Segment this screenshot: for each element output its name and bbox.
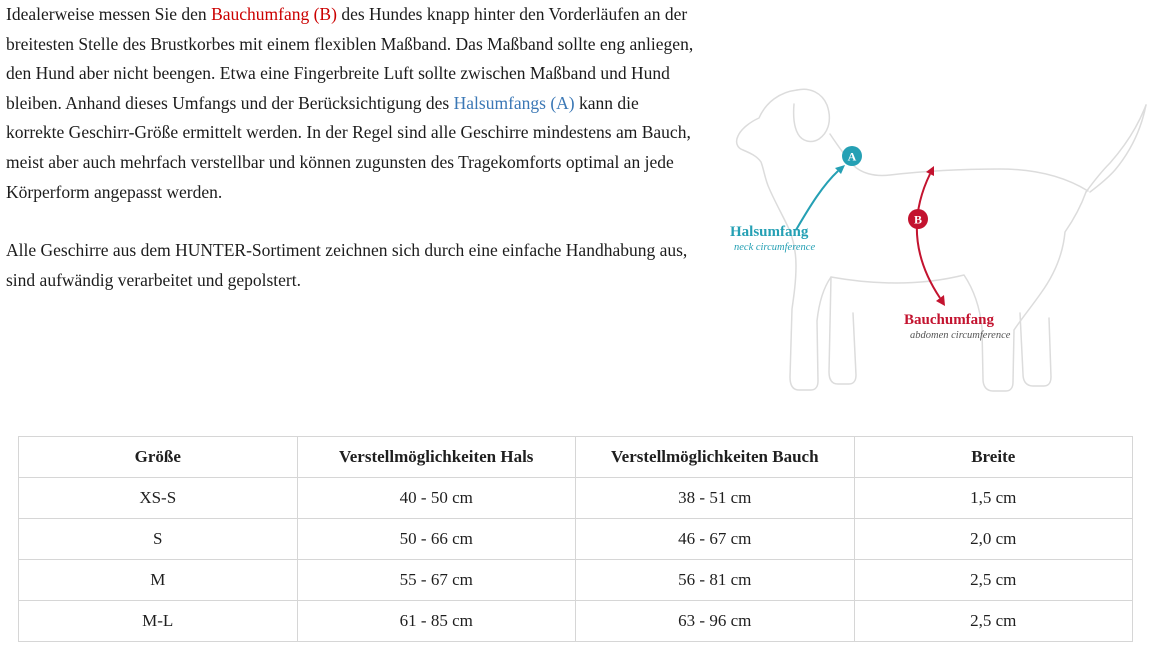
table-cell: XS-S [19, 478, 298, 519]
table-cell: M [19, 560, 298, 601]
table-cell: 61 - 85 cm [297, 601, 576, 642]
neck-measure-arrow [796, 171, 838, 230]
table-cell: 2,5 cm [854, 560, 1133, 601]
table-cell: 1,5 cm [854, 478, 1133, 519]
table-cell: 63 - 96 cm [576, 601, 855, 642]
neck-label: Halsumfang [730, 224, 809, 240]
table-cell: 38 - 51 cm [576, 478, 855, 519]
intro-text-part3: kann die korrekte Geschirr-Größe ermittelt werden. In der Regel sind alle Geschirre mindestens am Bauch, meist aber auch mehrfach verstellbar und können zugunsten des Tragekomforts optimal an jede Körperform angepasst werden. [6, 92, 691, 202]
table-cell: 46 - 67 cm [576, 519, 855, 560]
table-cell: 40 - 50 cm [297, 478, 576, 519]
table-cell: 55 - 67 cm [297, 560, 576, 601]
table-row [19, 478, 1133, 519]
halsumfang-link[interactable]: Halsumfangs (A) [453, 92, 575, 113]
belly-measure-arc [917, 174, 940, 298]
size-table [18, 436, 1133, 642]
dog-measurement-diagram [700, 78, 1151, 408]
table-cell: 50 - 66 cm [297, 519, 576, 560]
hunter-paragraph: Alle Geschirre aus dem HUNTER-Sortiment zeichnen sich durch eine einfache Handhabung aus, sind aufwändig verarbeitet und gepolstert. [6, 240, 688, 290]
intro-paragraph [6, 0, 696, 207]
table-row [19, 519, 1133, 560]
table-header-row [19, 437, 1133, 478]
intro-text-part1: Idealerweise messen Sie den [6, 4, 212, 24]
belly-sublabel: abdomen circumference [910, 330, 1011, 341]
table-cell: M-L [19, 601, 298, 642]
neck-sublabel: neck circumference [734, 242, 816, 253]
col-header-groesse: Größe [19, 437, 298, 478]
description-text [6, 0, 696, 324]
table-row [19, 601, 1133, 642]
intro-text-part2: des Hundes knapp hinter den Vorderläufen an der breitesten Stelle des Brustkorbes mit einem flexiblen Maßband. Das Maßband sollte eng anliegen, den Hund aber nicht beengen. Etwa eine Fingerbreite Luft sollte zwischen Maßband und Hund bleiben. Anhand dieses Umfangs und der Berücksichtigung des [6, 4, 694, 113]
belly-label: Bauchumfang [904, 312, 995, 328]
col-header-breite: Breite [854, 437, 1133, 478]
table-cell: 56 - 81 cm [576, 560, 855, 601]
table-cell: S [19, 519, 298, 560]
table-cell: 2,5 cm [854, 601, 1133, 642]
table-cell: 2,0 cm [854, 519, 1133, 560]
neck-marker-letter: A [847, 149, 857, 164]
dog-outline-sketch [737, 89, 1146, 391]
belly-arrowhead-bottom-icon [936, 295, 945, 306]
col-header-hals: Verstellmöglichkeiten Hals [297, 437, 576, 478]
bauchumfang-highlight: Bauchumfang (B) [211, 4, 337, 24]
col-header-bauch: Verstellmöglichkeiten Bauch [576, 437, 855, 478]
belly-marker-letter: B [913, 212, 923, 227]
table-row [19, 560, 1133, 601]
